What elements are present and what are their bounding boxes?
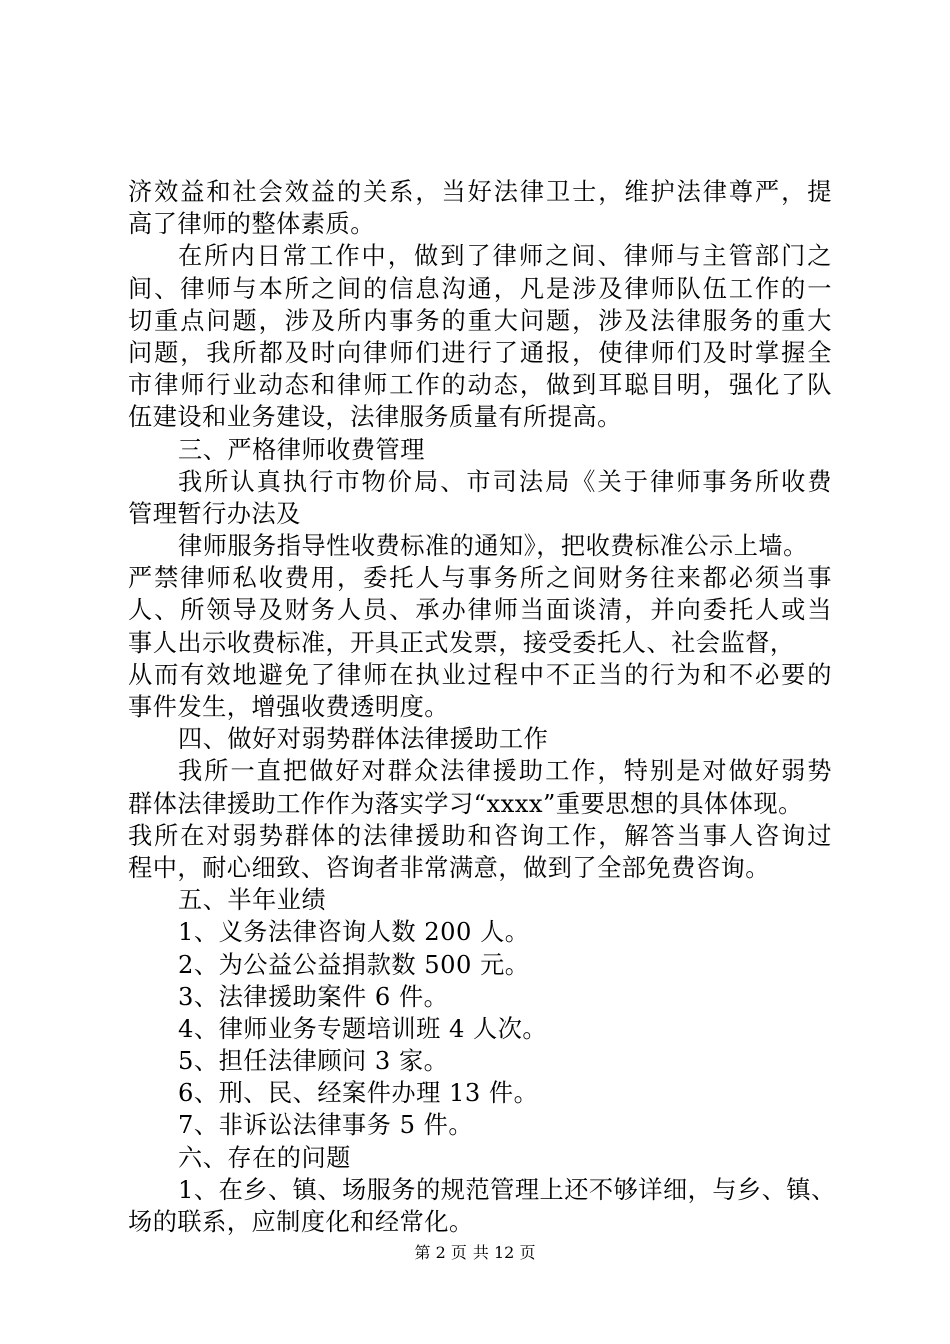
- page-footer: [0, 1243, 950, 1263]
- paragraph-line: 从而有效地避免了律师在执业过程中不正当的行为和不必要的: [128, 660, 832, 689]
- paragraph-line: 程中，耐心细致、咨询者非常满意，做到了全部免费咨询。: [128, 853, 770, 882]
- paragraph-line: 严禁律师私收费用，委托人与事务所之间财务往来都必须当事: [128, 564, 832, 593]
- paragraph-line: 济效益和社会效益的关系，当好法律卫士，维护法律尊严，提: [128, 178, 832, 206]
- paragraph-line: 在所内日常工作中，做到了律师之间、律师与主管部门之: [178, 242, 832, 271]
- section-heading: 五、半年业绩: [178, 886, 327, 915]
- list-item: 4、律师业务专题培训班 4 人次。: [178, 1014, 548, 1043]
- paragraph-line: 事人出示收费标准，开具正式发票，接受委托人、社会监督，: [128, 628, 795, 657]
- paragraph-line: 群体法律援助工作作为落实学习“xxxx”重要思想的具体体现。: [128, 789, 803, 818]
- list-item: 5、担任法律顾问 3 家。: [178, 1047, 449, 1076]
- list-item: 7、非诉讼法律事务 5 件。: [178, 1111, 474, 1140]
- paragraph-line: 问题，我所都及时向律师们进行了通报，使律师们及时掌握全: [128, 338, 832, 367]
- paragraph-line: 我所在对弱势群体的法律援助和咨询工作，解答当事人咨询过: [128, 821, 832, 850]
- page-total: 共 12 页: [472, 1243, 536, 1262]
- paragraph-line: 伍建设和业务建设，法律服务质量有所提高。: [128, 403, 622, 432]
- page-number: 第 2 页: [414, 1243, 467, 1262]
- paragraph-line: 律师服务指导性收费标准的通知》，把收费标准公示上墙。: [178, 532, 808, 561]
- paragraph-line: 我所认真执行市物价局、市司法局《关于律师事务所收费: [178, 467, 832, 496]
- list-item: 1、义务法律咨询人数 200 人。: [178, 918, 530, 947]
- paragraph-line: 场的联系，应制度化和经常化。: [128, 1208, 474, 1236]
- paragraph-line: 我所一直把做好对群众法律援助工作，特别是对做好弱势: [178, 757, 832, 786]
- paragraph-line: 切重点问题，涉及所内事务的重大问题，涉及法律服务的重大: [128, 306, 832, 335]
- section-heading: 四、做好对弱势群体法律援助工作: [178, 725, 549, 754]
- paragraph-line: 1、在乡、镇、场服务的规范管理上还不够详细，与乡、镇、: [178, 1175, 836, 1204]
- paragraph-line: 事件发生，增强收费透明度。: [128, 693, 449, 721]
- paragraph-line: 管理暂行办法及: [128, 499, 301, 528]
- paragraph-line: 间、律师与本所之间的信息沟通，凡是涉及律师队伍工作的一: [128, 274, 832, 303]
- list-item: 3、法律援助案件 6 件。: [178, 982, 449, 1011]
- list-item: 6、刑、民、经案件办理 13 件。: [178, 1079, 539, 1108]
- paragraph-line: 人、所领导及财务人员、承办律师当面谈清，并向委托人或当: [128, 596, 832, 625]
- section-heading: 三、严格律师收费管理: [178, 435, 425, 464]
- section-heading: 六、存在的问题: [178, 1143, 351, 1172]
- paragraph-line: 高了律师的整体素质。: [128, 210, 375, 239]
- list-item: 2、为公益公益捐款数 500 元。: [178, 950, 530, 979]
- document-body: [128, 176, 836, 1238]
- paragraph-line: 市律师行业动态和律师工作的动态，做到耳聪目明，强化了队: [128, 371, 832, 400]
